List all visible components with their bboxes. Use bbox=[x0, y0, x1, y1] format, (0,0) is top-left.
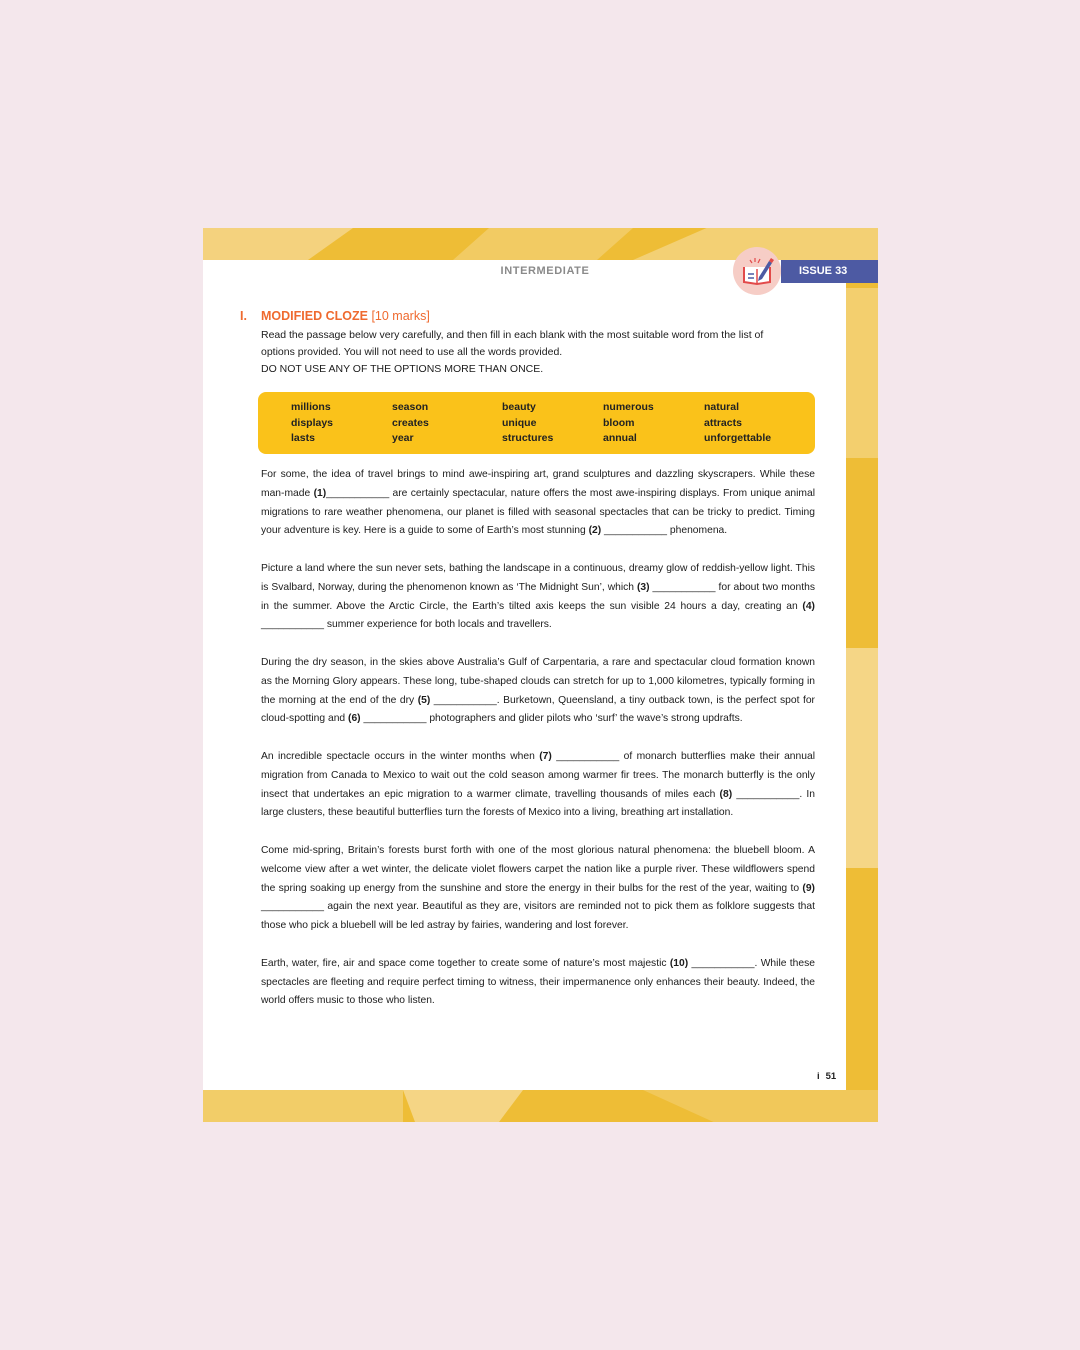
option-word: millions bbox=[291, 401, 331, 413]
section-heading bbox=[240, 309, 430, 323]
level-label: INTERMEDIATE bbox=[500, 265, 590, 277]
book-pencil-icon bbox=[733, 247, 781, 295]
worksheet-page bbox=[203, 228, 878, 1122]
blank: ___________ phenomena. bbox=[601, 525, 728, 537]
blank-number: (7) bbox=[539, 750, 552, 762]
blank-number: (3) bbox=[636, 581, 650, 593]
options-column bbox=[392, 400, 502, 447]
page-number bbox=[817, 1071, 836, 1082]
page-number-value: 51 bbox=[825, 1071, 837, 1082]
passage-paragraph: During the dry season, in the skies above Australia’s Gulf of Carpentaria, a rare and spectacular cloud formation known as the Morning Glory appears. These long, tube-shaped clouds can stretch for up to 1,000 kilometres, typically forming in the morning at the end of the dry (5) ___________. Burketown, Queensland, a tiny outback town, is the perfect spot for cloud-spotting and (6) ___________ photographers and glider pilots who ‘surf’ the wave’s strong updrafts. bbox=[261, 656, 815, 725]
options-column bbox=[704, 400, 814, 447]
blank: ___________. Burketown, Queensland, a tiny outback town, is the perfect spot for cloud-spotting and bbox=[261, 694, 815, 725]
blank: ___________ for about two months in the summer. Above the Arctic Circle, the Earth’s tilted axis keeps the sun visible 24 hours a day, creating an bbox=[261, 581, 815, 612]
blank-number: (5) bbox=[417, 694, 431, 706]
blank-number: (10) bbox=[669, 957, 689, 969]
blank-number: (2) bbox=[588, 525, 602, 537]
option-word: displays bbox=[291, 416, 334, 429]
options-column bbox=[502, 400, 603, 447]
word-options-box bbox=[258, 392, 815, 454]
section-marks: [10 marks] bbox=[371, 309, 430, 323]
option-word: year bbox=[392, 432, 414, 444]
blank: ___________ photographers and glider pilots who ‘surf’ the wave’s strong updrafts. bbox=[360, 713, 743, 725]
blank-number: (1) bbox=[313, 487, 327, 499]
blank-number: (4) bbox=[802, 600, 815, 612]
option-word: numerous bbox=[603, 401, 654, 413]
passage-paragraph: Earth, water, fire, air and space come together to create some of nature’s most majestic (10) ___________. While these spectacles are fleeting and require perfect timing to witness, their impermanence only enhances their beauty. Indeed, the world offers music to those who listen. bbox=[261, 957, 815, 1007]
footer-logo: i bbox=[817, 1071, 820, 1082]
border-facet bbox=[846, 648, 878, 868]
passage-paragraph: An incredible spectacle occurs in the winter months when (7) ___________ of monarch butterflies make their annual migration from Canada to Mexico to wait out the cold season among warmer fir trees. The monarch butterfly is the only insect that undertakes an epic migration to a warmer climate, travelling thousands of miles each (8) ___________. In large clusters, these beautiful butterflies turn the forests of Mexico into a living, breathing art installation. bbox=[261, 750, 816, 819]
option-word: lasts bbox=[291, 432, 315, 444]
option-word: structures bbox=[502, 432, 554, 444]
blank: ___________. While these spectacles are fleeting and require perfect timing to witness, their impermanence only enhances their beauty. Indeed, the world offers music to those who listen. bbox=[261, 957, 815, 1007]
cloze-passage bbox=[261, 466, 815, 1030]
option-word: creates bbox=[392, 416, 429, 429]
option-word: natural bbox=[704, 401, 740, 413]
section-title: MODIFIED CLOZE bbox=[261, 309, 368, 323]
border-facet bbox=[643, 1090, 878, 1122]
blank: ___________ are certainly spectacular, nature offers the most awe-inspiring displays. From unique animal migrations to rare weather phenomena, our planet is filled with seasonal spectacles that can be tricky to predict. Timing your adventure is key. Here is a guide to some of Earth’s most stunning bbox=[261, 487, 816, 537]
blank: ___________ of monarch butterflies make their annual migration from Canada to Mexico to wait out the cold season among warmer fir trees. The monarch butterfly is the only insect that undertakes an epic migration to a warmer climate, travelling thousands of miles each bbox=[261, 750, 816, 800]
blank-number: (6) bbox=[348, 713, 361, 725]
option-word: unforgettable bbox=[704, 432, 772, 444]
option-word: beauty bbox=[502, 401, 536, 413]
options-column bbox=[291, 400, 392, 447]
passage-paragraph: For some, the idea of travel brings to mind awe-inspiring art, grand sculptures and dazzling skyscrapers. While these man-made (1)___________ are certainly spectacular, nature offers the most awe-inspiring displays. From unique animal migrations to rare weather phenomena, our planet is filled with seasonal spectacles that can be tricky to predict. Timing your adventure is key. Here is a guide to some of Earth’s most stunning (2) ___________ phenomena. bbox=[261, 469, 816, 537]
option-word: attracts bbox=[704, 416, 742, 429]
issue-tab bbox=[781, 260, 878, 283]
passage-paragraph: Come mid-spring, Britain’s forests burst forth with one of the most glorious natural phenomena: the bluebell bloom. A welcome view after a wet winter, the delicate violet flowers carpet the nation like a purple river. These wildflowers spend the spring soaking up energy from the sunshine and store the energy in their bulbs for the rest of the year, waiting to (9) ___________ again the next year. Beautiful as they are, visitors are reminded not to pick them as folklore suggests that those who pick a bluebell will be led astray by fairies, wandering and lost forever. bbox=[261, 844, 815, 932]
passage-paragraph: Picture a land where the sun never sets, bathing the landscape in a continuous, dreamy glow of reddish-yellow light. This is Svalbard, Norway, during the phenomenon known as ‘The Midnight Sun’, which (3) ___________ for about two months in the summer. Above the Arctic Circle, the Earth’s tilted axis keeps the sun visible 24 hours a day, creating an (4) ___________ summer experience for both locals and travellers. bbox=[261, 562, 815, 631]
border-facet bbox=[453, 228, 633, 260]
blank: ___________ summer experience for both locals and travellers. bbox=[261, 619, 552, 631]
blank-number: (8) bbox=[719, 788, 733, 800]
border-facet bbox=[846, 288, 878, 458]
instruction-line: Read the passage below very carefully, and then fill in each blank with the most suitable word from the list of bbox=[261, 329, 764, 341]
option-word: bloom bbox=[603, 416, 635, 429]
border-facet bbox=[203, 1090, 403, 1122]
option-word: season bbox=[392, 401, 429, 413]
instruction-line: options provided. You will not need to use all the words provided. bbox=[261, 346, 563, 358]
blank-number: (9) bbox=[802, 882, 815, 894]
border-facet bbox=[203, 228, 353, 260]
section-number: I. bbox=[240, 309, 247, 323]
blank: ___________. In large clusters, these beautiful butterflies turn the forests of Mexico into a living, breathing art installation. bbox=[261, 788, 815, 819]
blank: ___________ again the next year. Beautiful as they are, visitors are reminded not to pick them as folklore suggests that those who pick a bluebell will be led astray by fairies, wandering and lost forever. bbox=[261, 901, 815, 932]
issue-label: ISSUE 33 bbox=[799, 265, 848, 277]
border-facet bbox=[403, 1090, 523, 1122]
option-word: unique bbox=[502, 416, 537, 429]
option-word: annual bbox=[603, 432, 637, 444]
instruction-line-caps: DO NOT USE ANY OF THE OPTIONS MORE THAN ONCE. bbox=[261, 363, 544, 375]
options-column bbox=[603, 400, 704, 447]
